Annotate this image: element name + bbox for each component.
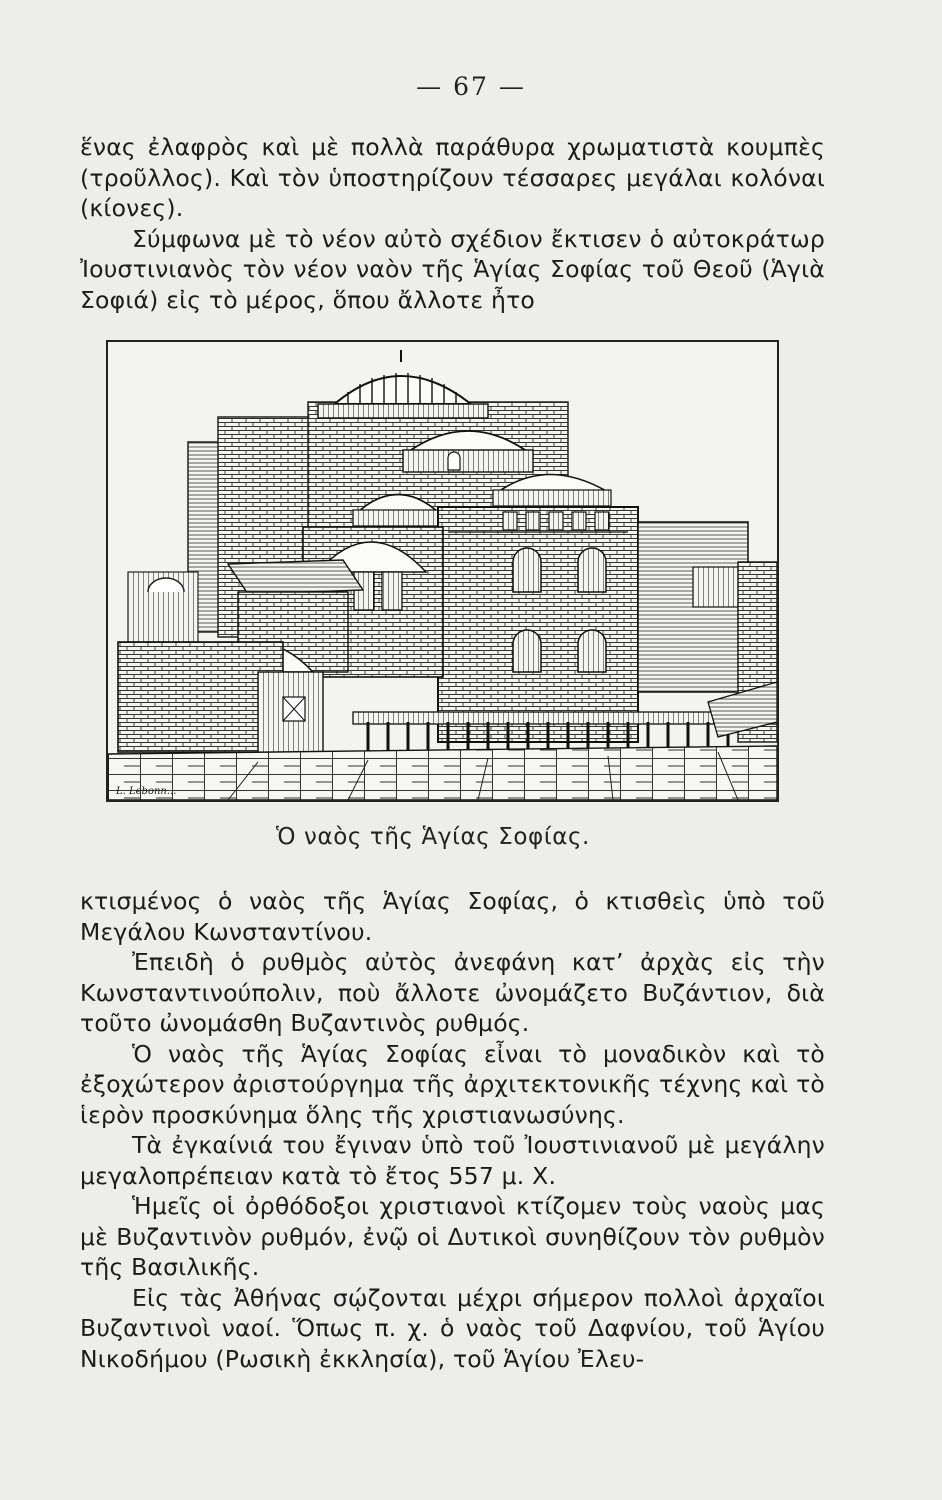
artist-signature: L. Lebonn... (116, 786, 177, 797)
figure-caption: Ὁ ναὸς τῆς Ἁγίας Σοφίας. (276, 824, 590, 850)
paragraph: Ἡμεῖς οἱ ὀρθόδοξοι χριστιανοὶ κτίζομεν τοὺς ναοὺς μας μὲ Βυζαντινὸν ρυθμόν, ἐνῷ οἱ Δυτικοὶ συνηθίζουν τὸν ρυθμὸν τῆς Βασιλικῆς. (80, 1192, 825, 1281)
page-number: — 67 — (416, 72, 526, 101)
paragraph: κτισμένος ὁ ναὸς τῆς Ἁγίας Σοφίας, ὁ κτισθεὶς ὑπὸ τοῦ Μεγάλου Κωνσταντίνου. (80, 887, 825, 946)
paragraph: ἕνας ἐλαφρὸς καὶ μὲ πολλὰ παράθυρα χρωματιστὰ κουμπὲς (τροῦλλος). Καὶ τὸν ὑποστηρίζουν τέσσαρες μεγάλαι κολόναι (κίονες). (80, 133, 825, 222)
paragraph: Σύμφωνα μὲ τὸ νέον αὐτὸ σχέδιον ἔκτισεν ὁ αὐτοκράτωρ Ἰουστινιανὸς τὸν νέον ναὸν τῆς Ἁγίας Σοφίας τοῦ Θεοῦ (Ἁγιὰ Σοφιά) εἰς τὸ μέρος, ὅπου ἄλλοτε ἦτο (80, 224, 825, 314)
paragraph: Τὰ ἐγκαίνιά του ἔγιναν ὑπὸ τοῦ Ἰουστινιανοῦ μὲ μεγάλην μεγαλοπρέπειαν κατὰ τὸ ἔτος 557 μ. Χ. (80, 1131, 825, 1190)
church-drawing (108, 342, 777, 800)
paragraph: Ἐπειδὴ ὁ ρυθμὸς αὐτὸς ἀνεφάνη κατ’ ἀρχὰς εἰς τὴν Κωνσταντινούπολιν, ποὺ ἄλλοτε ὠνομάζετο Βυζάντιον, διὰ τοῦτο ὠνομάσθη Βυζαντινὸς ρυθμός. (80, 948, 825, 1037)
hagia-sophia-illustration (106, 340, 779, 802)
paragraph: Ὁ ναὸς τῆς Ἁγίας Σοφίας εἶναι τὸ μοναδικὸν καὶ τὸ ἐξοχώτερον ἀριστούργημα τῆς ἀρχιτεκτονικῆς τέχνης καὶ τὸ ἱερὸν προσκύνημα ὅλης τῆς χριστιανωσύνης. (80, 1039, 825, 1129)
bottom-text-block (80, 886, 825, 1374)
top-text-block (80, 132, 825, 315)
paragraph: Εἰς τὰς Ἀθήνας σῴζονται μέχρι σήμερον πολλοὶ ἀρχαῖοι Βυζαντινοὶ ναοί. Ὅπως π. χ. ὁ ναὸς τοῦ Δαφνίου, τοῦ Ἁγίου Νικοδήμου (Ρωσικὴ ἐκκλησία), τοῦ Ἁγίου Ἐλευ- (80, 1283, 825, 1373)
